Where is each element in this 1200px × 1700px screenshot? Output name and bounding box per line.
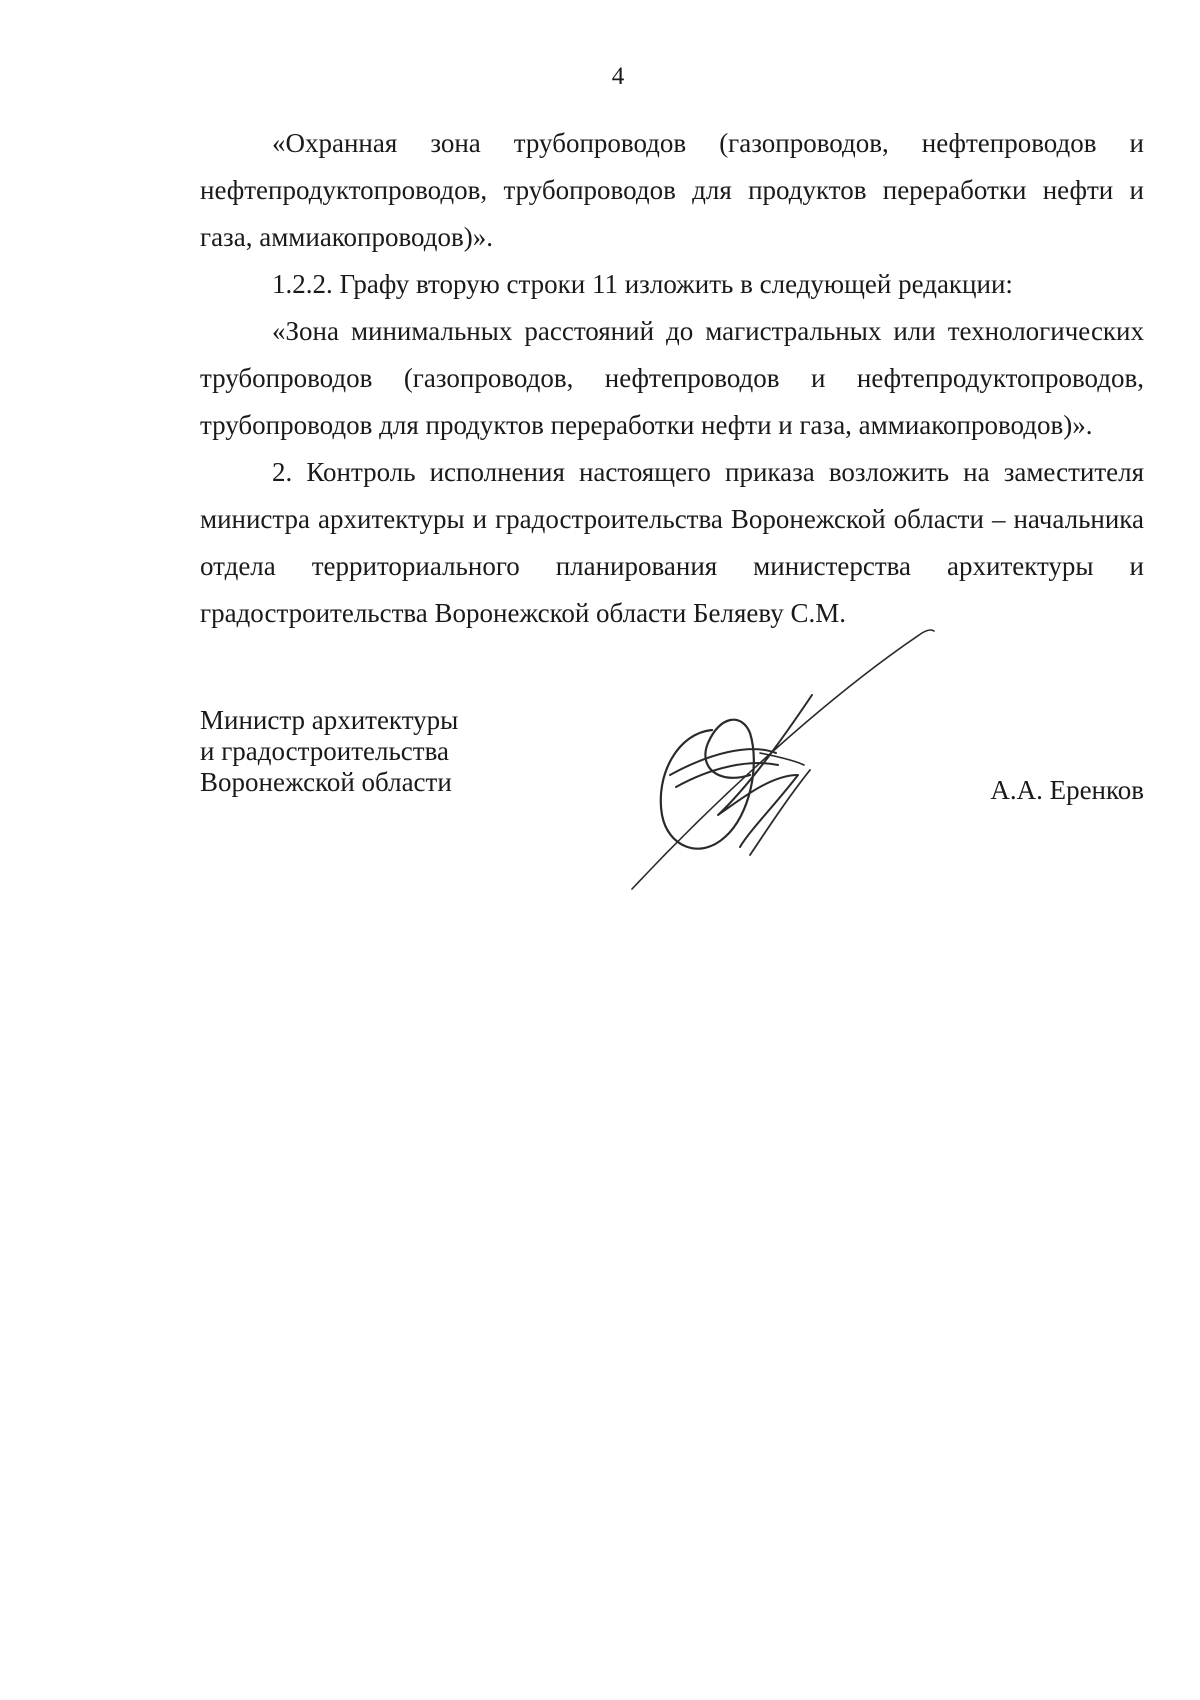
paragraph-protection-zone: «Охранная зона трубопроводов (газопроводов, нефтепроводов и нефтепродуктопроводов, трубопроводов для продуктов переработки нефти и газа, аммиакопроводов)». (200, 128, 1144, 252)
handwritten-signature (600, 625, 1020, 905)
signer-title-line: и градостроительства (200, 736, 449, 766)
signature-long-stroke (632, 630, 934, 889)
paragraph-min-distance-zone: «Зона минимальных расстояний до магистральных или технологических трубопроводов (газопроводов, нефтепроводов и нефтепродуктопроводов, трубопроводов для продуктов переработки нефти и газа, аммиакопроводов)». (200, 316, 1144, 440)
paragraph-item-1-2-2: 1.2.2. Графу вторую строки 11 изложить в следующей редакции: (272, 269, 1013, 299)
signer-title-line: Воронежской области (200, 767, 452, 797)
signer-title (200, 705, 458, 798)
signer-name: А.А. Еренков (990, 775, 1144, 805)
signature-flourish (750, 770, 810, 855)
document-body (200, 120, 1144, 637)
signature-cross-stroke (676, 763, 778, 787)
signature-loop (661, 720, 754, 849)
signer-title-line: Министр архитектуры (200, 705, 459, 735)
paragraph-control-clause: 2. Контроль исполнения настоящего приказа возложить на заместителя министра архитектуры и градостроительства Воронежской области – начальника отдела территориального планирования министерства архитектуры и градостроительства Воронежской области Беляеву С.М. (200, 457, 1144, 628)
signature-flourish (718, 695, 812, 847)
page-number: 4 (611, 63, 625, 90)
